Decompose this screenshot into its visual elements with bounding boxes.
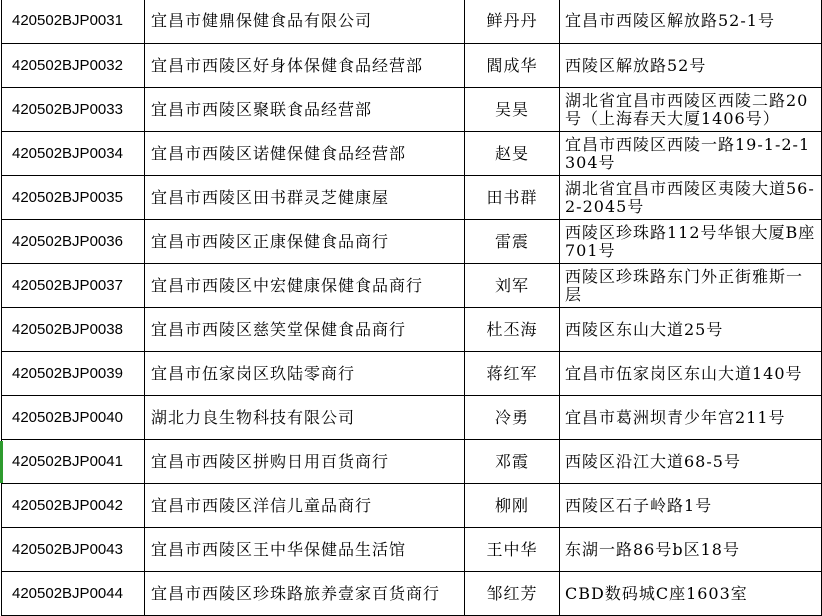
license-code-cell[interactable]: 420502BJP0036 — [2, 220, 145, 264]
legal-person-cell[interactable]: 鲜丹丹 — [465, 0, 560, 44]
address-cell[interactable]: 宜昌市伍家岗区东山大道140号 — [560, 352, 822, 396]
license-code-cell[interactable]: 420502BJP0032 — [2, 44, 145, 88]
table-row — [2, 88, 822, 132]
business-name-cell[interactable]: 湖北力良生物科技有限公司 — [145, 396, 465, 440]
address-cell[interactable]: 西陵区解放路52号 — [560, 44, 822, 88]
license-code-cell[interactable]: 420502BJP0040 — [2, 396, 145, 440]
legal-person-cell[interactable]: 蒋红军 — [465, 352, 560, 396]
business-name-cell[interactable]: 宜昌市西陵区诺健保健食品经营部 — [145, 132, 465, 176]
table-row — [2, 352, 822, 396]
business-name-cell[interactable]: 宜昌市西陵区珍珠路旅养壹家百货商行 — [145, 572, 465, 616]
address-cell[interactable]: 湖北省宜昌市西陵区西陵二路20号（上海春天大厦1406号） — [560, 88, 822, 132]
business-name-cell[interactable]: 宜昌市西陵区聚联食品经营部 — [145, 88, 465, 132]
license-code-cell[interactable]: 420502BJP0035 — [2, 176, 145, 220]
license-code-cell[interactable]: 420502BJP0042 — [2, 484, 145, 528]
license-code-cell[interactable]: 420502BJP0039 — [2, 352, 145, 396]
legal-person-cell[interactable]: 王中华 — [465, 528, 560, 572]
legal-person-cell[interactable]: 吴昊 — [465, 88, 560, 132]
license-code-cell[interactable]: 420502BJP0041 — [2, 440, 145, 484]
business-name-cell[interactable]: 宜昌市西陵区中宏健康保健食品商行 — [145, 264, 465, 308]
address-cell[interactable]: 宜昌市西陵区西陵一路19-1-2-1304号 — [560, 132, 822, 176]
license-code-cell[interactable]: 420502BJP0031 — [2, 0, 145, 44]
license-code-cell[interactable]: 420502BJP0043 — [2, 528, 145, 572]
license-code-cell[interactable]: 420502BJP0044 — [2, 572, 145, 616]
row-selection-marker — [0, 441, 3, 483]
table-row — [2, 396, 822, 440]
registry-table — [1, 0, 822, 616]
business-name-cell[interactable]: 宜昌市健鼎保健食品有限公司 — [145, 0, 465, 44]
legal-person-cell[interactable]: 雷震 — [465, 220, 560, 264]
address-cell[interactable]: 西陵区沿江大道68-5号 — [560, 440, 822, 484]
legal-person-cell[interactable]: 赵旻 — [465, 132, 560, 176]
business-name-cell[interactable]: 宜昌市西陵区洋信儿童品商行 — [145, 484, 465, 528]
table-row — [2, 176, 822, 220]
business-name-cell[interactable]: 宜昌市西陵区王中华保健品生活馆 — [145, 528, 465, 572]
legal-person-cell[interactable]: 邹红芳 — [465, 572, 560, 616]
address-cell[interactable]: 东湖一路86号b区18号 — [560, 528, 822, 572]
license-code-cell[interactable]: 420502BJP0033 — [2, 88, 145, 132]
table-row — [2, 132, 822, 176]
address-cell[interactable]: 西陵区珍珠路东门外正街雅斯一层 — [560, 264, 822, 308]
license-code-cell[interactable]: 420502BJP0038 — [2, 308, 145, 352]
table-row — [2, 0, 822, 44]
business-name-cell[interactable]: 宜昌市伍家岗区玖陆零商行 — [145, 352, 465, 396]
address-cell[interactable]: 西陵区东山大道25号 — [560, 308, 822, 352]
table-row — [2, 440, 822, 484]
license-code-cell[interactable]: 420502BJP0037 — [2, 264, 145, 308]
legal-person-cell[interactable]: 邓霞 — [465, 440, 560, 484]
business-name-cell[interactable]: 宜昌市西陵区慈笑堂保健食品商行 — [145, 308, 465, 352]
table-row — [2, 484, 822, 528]
license-code-cell[interactable]: 420502BJP0034 — [2, 132, 145, 176]
business-name-cell[interactable]: 宜昌市西陵区好身体保健食品经营部 — [145, 44, 465, 88]
legal-person-cell[interactable]: 柳刚 — [465, 484, 560, 528]
address-cell[interactable]: 湖北省宜昌市西陵区夷陵大道56-2-2045号 — [560, 176, 822, 220]
table-row — [2, 308, 822, 352]
address-cell[interactable]: CBD数码城C座1603室 — [560, 572, 822, 616]
table-row — [2, 220, 822, 264]
table-row — [2, 528, 822, 572]
address-cell[interactable]: 西陵区珍珠路112号华银大厦B座701号 — [560, 220, 822, 264]
legal-person-cell[interactable]: 杜丕海 — [465, 308, 560, 352]
table-row — [2, 44, 822, 88]
legal-person-cell[interactable]: 刘军 — [465, 264, 560, 308]
legal-person-cell[interactable]: 田书群 — [465, 176, 560, 220]
business-name-cell[interactable]: 宜昌市西陵区田书群灵芝健康屋 — [145, 176, 465, 220]
address-cell[interactable]: 西陵区石子岭路1号 — [560, 484, 822, 528]
legal-person-cell[interactable]: 冷勇 — [465, 396, 560, 440]
legal-person-cell[interactable]: 閻成华 — [465, 44, 560, 88]
table-row — [2, 264, 822, 308]
address-cell[interactable]: 宜昌市西陵区解放路52-1号 — [560, 0, 822, 44]
business-name-cell[interactable]: 宜昌市西陵区正康保健食品商行 — [145, 220, 465, 264]
address-cell[interactable]: 宜昌市葛洲坝青少年宫211号 — [560, 396, 822, 440]
business-name-cell[interactable]: 宜昌市西陵区拼购日用百货商行 — [145, 440, 465, 484]
table-row — [2, 572, 822, 616]
